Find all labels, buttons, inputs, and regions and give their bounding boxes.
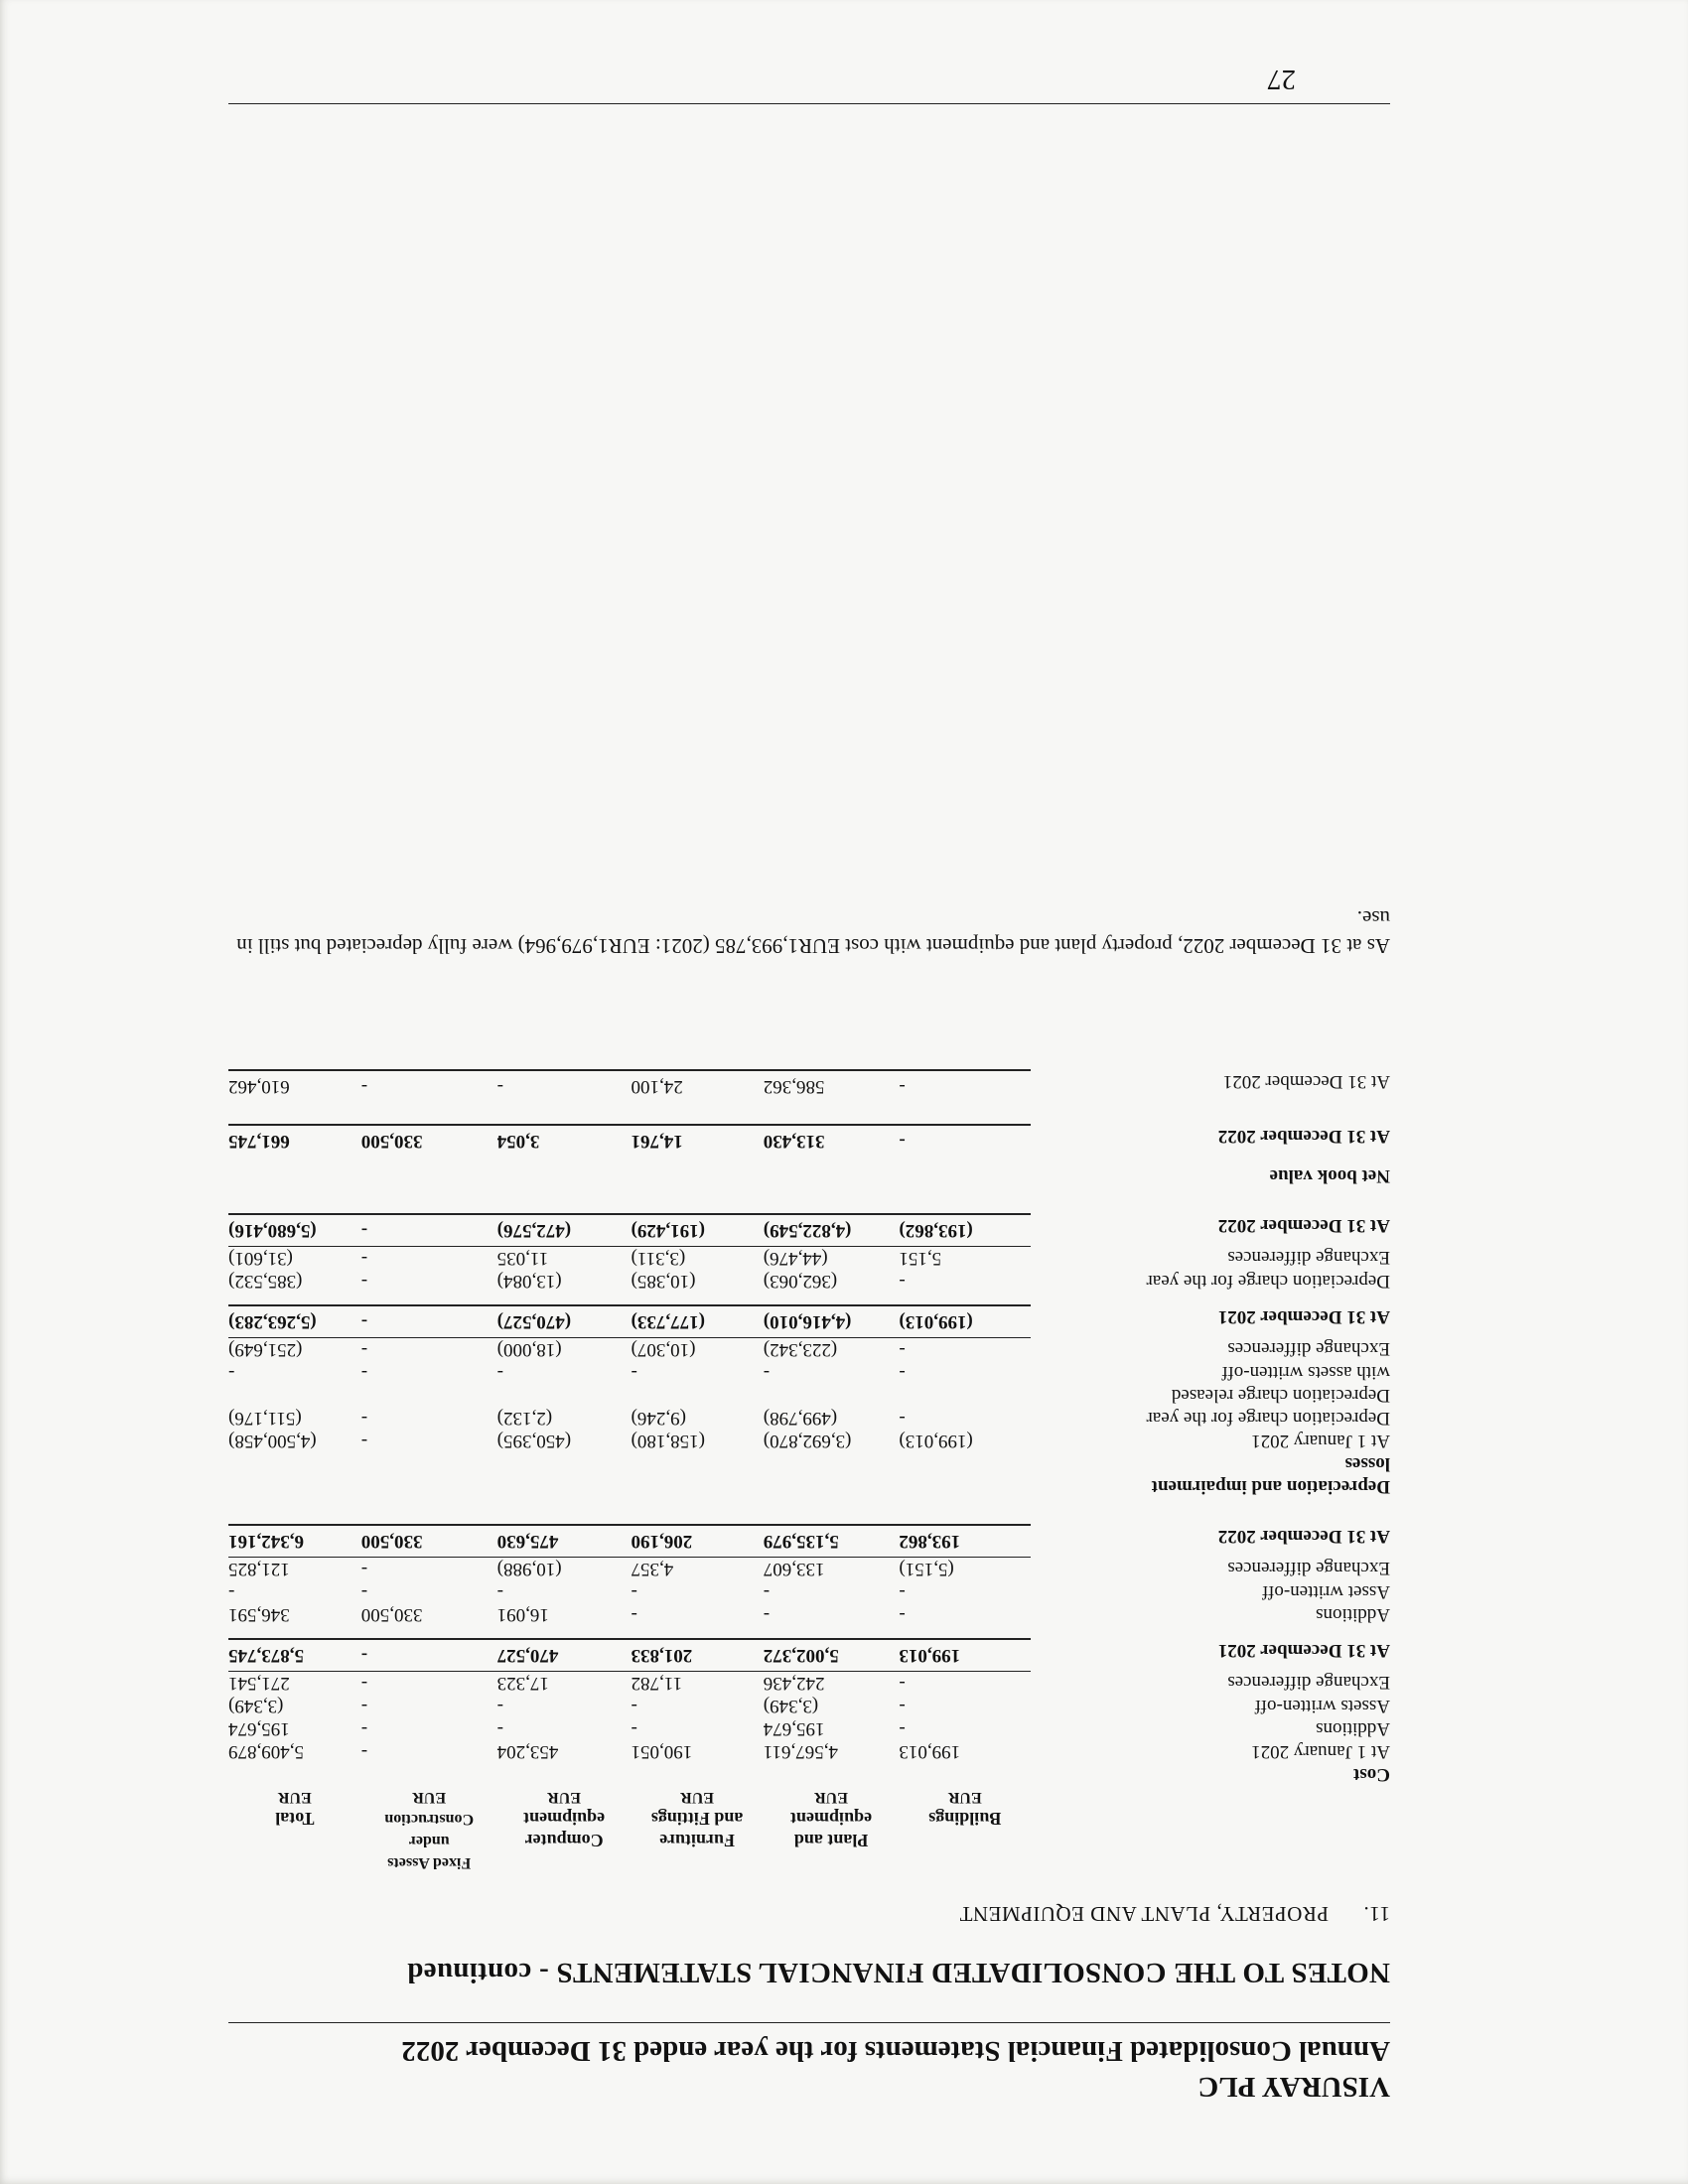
col-header-line: Furniture — [659, 1831, 735, 1850]
spacer-row — [228, 1187, 1390, 1214]
row-value: (2,132) — [496, 1408, 553, 1429]
row-value: (3,349) — [763, 1696, 819, 1716]
row-value: - — [763, 1362, 771, 1383]
header-blank — [1031, 1786, 1390, 1873]
row-label-line: At 31 December 2022 — [1217, 1126, 1390, 1147]
row-value: - — [763, 1604, 771, 1625]
row-label — [1031, 1603, 1390, 1626]
row-label — [1031, 1525, 1390, 1558]
spacer-row — [228, 1498, 1390, 1525]
row-label-line: Exchange differences — [1227, 1672, 1390, 1694]
row-value: 4,357 — [631, 1559, 674, 1579]
spacer-cell — [228, 1626, 1390, 1639]
row-value: 5,873,745 — [228, 1639, 361, 1672]
row-value: (511,176) — [228, 1408, 302, 1429]
row-value: 661,745 — [228, 1125, 361, 1153]
row-value: (191,429) — [632, 1214, 764, 1247]
table-row — [228, 1338, 1390, 1362]
row-value: - — [496, 1696, 503, 1716]
row-value: - — [360, 1718, 368, 1739]
row-value: 330,500 — [361, 1125, 497, 1153]
row-value: 11,782 — [631, 1673, 683, 1694]
fully-depreciated-note: As at 31 December 2022, property plant and equipment with cost EUR1,993,785 (2021: EUR1,979,964) were fully depreciated but still in use. — [236, 906, 1390, 958]
row-value: 121,825 — [228, 1559, 290, 1579]
row-value: 16,091 — [496, 1604, 549, 1625]
row-value: - — [631, 1581, 637, 1602]
row-value: 193,862 — [899, 1525, 1031, 1558]
row-value: - — [360, 1408, 368, 1429]
col-unit: EUR — [814, 1789, 848, 1806]
subtotal-row — [228, 1305, 1390, 1338]
row-value: - — [899, 1581, 906, 1602]
row-label — [1031, 1407, 1390, 1430]
ppe-table — [228, 1069, 1390, 1873]
row-value: - — [360, 1741, 368, 1762]
row-value: 24,100 — [632, 1070, 764, 1098]
subtotal-row — [228, 1639, 1390, 1672]
page-footer — [228, 63, 1390, 104]
row-value: (4,416,010) — [764, 1305, 900, 1338]
row-label-line: Asset written-off — [1262, 1581, 1390, 1602]
row-value: (5,680,416) — [228, 1214, 361, 1247]
row-value: (18,000) — [496, 1339, 562, 1360]
table-row — [228, 1672, 1390, 1696]
row-value: - — [899, 1718, 906, 1739]
row-label — [1031, 1558, 1390, 1581]
spacer-row — [228, 1293, 1390, 1305]
row-value — [764, 1452, 900, 1498]
row-value: 5,151 — [899, 1248, 942, 1269]
row-value: (158,180) — [631, 1431, 705, 1451]
row-label — [1031, 1740, 1390, 1763]
row-value: - — [899, 1604, 906, 1625]
row-value — [228, 1763, 361, 1786]
row-value: (9,246) — [631, 1408, 686, 1429]
row-value: 313,430 — [764, 1125, 900, 1153]
row-value: 5,135,979 — [764, 1525, 900, 1558]
row-value: 199,013 — [899, 1741, 961, 1762]
row-value: 195,674 — [763, 1718, 825, 1739]
row-label — [1031, 1125, 1390, 1153]
col-header-line: Fixed Assets — [387, 1854, 472, 1871]
row-value — [632, 1452, 764, 1498]
row-value: (10,988) — [496, 1559, 562, 1579]
row-value: 190,051 — [631, 1741, 693, 1762]
row-label — [1031, 1672, 1390, 1696]
row-value: (4,822,549) — [764, 1214, 900, 1247]
row-label-line: with assets written-off — [1221, 1362, 1390, 1383]
row-value — [361, 1164, 497, 1187]
row-value: 6,342,161 — [228, 1525, 361, 1558]
row-value: 453,204 — [496, 1741, 559, 1762]
nbv-row — [228, 1125, 1390, 1153]
row-value: (44,476) — [763, 1248, 828, 1269]
footer-rule — [228, 103, 1390, 104]
row-value: (193,862) — [899, 1214, 1031, 1247]
row-value: - — [360, 1431, 368, 1451]
row-value — [497, 1763, 632, 1786]
row-label-line: Exchange differences — [1227, 1247, 1390, 1269]
spacer-cell — [228, 1098, 1390, 1125]
row-label-line: Depreciation and impairment — [1151, 1476, 1390, 1497]
row-value: - — [631, 1696, 637, 1716]
col-header-line: equipment — [523, 1809, 606, 1829]
row-value: - — [228, 1362, 235, 1383]
row-label-line: At 31 December 2022 — [1217, 1215, 1390, 1236]
section-heading-row — [228, 1763, 1390, 1786]
spacer-cell — [228, 1293, 1390, 1305]
row-value — [228, 1164, 361, 1187]
col-header-line: and Fittings — [650, 1809, 744, 1829]
row-value: - — [360, 1248, 368, 1269]
row-value: - — [360, 1559, 368, 1579]
row-value: - — [899, 1673, 906, 1694]
table-row — [228, 1247, 1390, 1271]
row-label-line: Additions — [1316, 1604, 1390, 1625]
col-header-line: Total — [275, 1809, 315, 1829]
table-row — [228, 1361, 1390, 1407]
row-value — [361, 1452, 497, 1498]
spacer-row — [228, 1153, 1390, 1164]
total-row — [228, 1214, 1390, 1247]
row-value: 5,002,372 — [764, 1639, 900, 1672]
row-value: (470,527) — [497, 1305, 632, 1338]
row-value: - — [496, 1718, 503, 1739]
row-label — [1031, 1452, 1390, 1498]
row-value: - — [361, 1639, 497, 1672]
page-number: 27 — [1267, 64, 1296, 95]
row-label-line: At 1 January 2021 — [1251, 1741, 1390, 1762]
row-value: - — [899, 1408, 906, 1429]
row-value — [899, 1763, 1031, 1786]
row-value: - — [899, 1070, 1031, 1098]
row-value: 133,607 — [763, 1559, 825, 1579]
row-label-line: Additions — [1316, 1718, 1390, 1739]
spacer-cell — [228, 1187, 1390, 1214]
row-value: (3,692,870) — [763, 1431, 852, 1451]
row-value: (31,601) — [228, 1248, 293, 1269]
col-header-line: equipment — [790, 1809, 873, 1829]
col-unit: EUR — [277, 1789, 312, 1806]
row-value: 610,462 — [228, 1070, 361, 1098]
table-row — [228, 1580, 1390, 1603]
col-header-computer — [497, 1786, 632, 1873]
row-value: 11,035 — [496, 1248, 549, 1269]
row-label — [1031, 1361, 1390, 1407]
row-value — [899, 1452, 1031, 1498]
table-row — [228, 1695, 1390, 1717]
row-value: - — [899, 1339, 906, 1360]
row-value: 330,500 — [360, 1604, 423, 1625]
row-value — [764, 1164, 900, 1187]
row-value: (362,063) — [763, 1271, 838, 1292]
table-row — [228, 1270, 1390, 1293]
row-value: - — [360, 1673, 368, 1694]
row-value: - — [360, 1581, 368, 1602]
row-value: 475,630 — [497, 1525, 632, 1558]
section-title: PROPERTY, PLANT AND EQUIPMENT — [959, 1902, 1329, 1926]
row-value: (385,532) — [228, 1271, 303, 1292]
row-value: - — [360, 1339, 368, 1360]
row-label-line: Depreciation charge for the year — [1146, 1271, 1390, 1292]
row-label — [1031, 1070, 1390, 1098]
row-value — [497, 1452, 632, 1498]
row-value: - — [631, 1604, 637, 1625]
spacer-cell — [228, 1153, 1390, 1164]
col-unit: EUR — [680, 1789, 715, 1806]
row-value: 242,436 — [763, 1673, 825, 1694]
table-row — [228, 1603, 1390, 1626]
col-header-line: Computer — [524, 1831, 604, 1850]
table-row — [228, 1430, 1390, 1452]
row-value: - — [360, 1696, 368, 1716]
row-label — [1031, 1270, 1390, 1293]
col-header-line: Buildings — [928, 1809, 1002, 1829]
col-unit: EUR — [547, 1789, 581, 1806]
col-header-furniture — [632, 1786, 764, 1873]
row-value: - — [496, 1581, 503, 1602]
total-row — [228, 1525, 1390, 1558]
row-label-line: At 31 December 2021 — [1222, 1071, 1390, 1092]
row-value: (199,013) — [899, 1431, 973, 1451]
col-header-line: under — [408, 1833, 450, 1849]
row-value: 271,541 — [228, 1673, 290, 1694]
row-label — [1031, 1214, 1390, 1247]
row-label — [1031, 1247, 1390, 1271]
row-value: (472,576) — [497, 1214, 632, 1247]
row-value: - — [361, 1214, 497, 1247]
ppe-table-body — [228, 1070, 1390, 1786]
row-value: (199,013) — [899, 1305, 1031, 1338]
row-label-line: Cost — [1353, 1764, 1390, 1785]
col-header-line: Construction — [384, 1811, 475, 1828]
row-value: - — [497, 1070, 632, 1098]
row-label — [1031, 1164, 1390, 1187]
row-value: (5,263,283) — [228, 1305, 361, 1338]
nbv-row — [228, 1070, 1390, 1098]
row-label-line: At 31 December 2021 — [1217, 1640, 1390, 1661]
row-value: (3,349) — [228, 1696, 284, 1716]
row-value: 330,500 — [361, 1525, 497, 1558]
section-number: 11. — [1363, 1902, 1390, 1926]
row-value: 206,190 — [632, 1525, 764, 1558]
row-value: 3,054 — [497, 1125, 632, 1153]
row-value: - — [361, 1070, 497, 1098]
row-value: - — [631, 1362, 637, 1383]
row-value: - — [899, 1271, 906, 1292]
col-unit: EUR — [412, 1789, 447, 1806]
row-value: - — [228, 1581, 235, 1602]
notes-title: NOTES TO THE CONSOLIDATED FINANCIAL STATEMENTS - continued — [407, 1957, 1390, 1988]
report-subtitle: Annual Consolidated Financial Statements for the year ended 31 December 2022 — [401, 2035, 1390, 2067]
row-value: (251,649) — [228, 1339, 303, 1360]
row-value: (4,500,458) — [228, 1431, 317, 1451]
row-label — [1031, 1338, 1390, 1362]
row-label — [1031, 1305, 1390, 1338]
row-value: 195,674 — [228, 1718, 290, 1739]
row-value — [632, 1763, 764, 1786]
row-value: - — [496, 1362, 503, 1383]
col-header-plant — [764, 1786, 900, 1873]
row-value: (450,395) — [496, 1431, 572, 1451]
row-label-line: Exchange differences — [1227, 1558, 1390, 1579]
table-row — [228, 1407, 1390, 1430]
row-value: 4,567,611 — [763, 1741, 839, 1762]
col-header-line: Plant and — [793, 1831, 869, 1850]
row-value: 201,833 — [632, 1639, 764, 1672]
row-value: - — [360, 1362, 368, 1383]
spacer-cell — [228, 1498, 1390, 1525]
row-value: 346,591 — [228, 1604, 290, 1625]
company-name: VISURAY PLC — [1197, 2071, 1390, 2103]
row-value: 5,409,879 — [228, 1741, 304, 1762]
row-value: - — [360, 1271, 368, 1292]
row-label-line: Depreciation charge released — [1171, 1385, 1390, 1406]
col-unit: EUR — [947, 1789, 982, 1806]
col-header-total — [228, 1786, 361, 1873]
row-label-line: losses — [1344, 1453, 1390, 1474]
row-value: (3,311) — [631, 1248, 686, 1269]
row-label-line: At 31 December 2021 — [1217, 1306, 1390, 1327]
table-row — [228, 1717, 1390, 1740]
row-label — [1031, 1763, 1390, 1786]
row-label-line: Net book value — [1269, 1165, 1390, 1186]
page-content — [228, 904, 1390, 2105]
row-value — [899, 1164, 1031, 1187]
row-value: - — [631, 1718, 637, 1739]
row-value — [361, 1763, 497, 1786]
row-value: - — [899, 1696, 906, 1716]
section-heading-row — [228, 1452, 1390, 1498]
row-value: 470,527 — [497, 1639, 632, 1672]
col-header-construction — [361, 1786, 497, 1873]
row-value: 14,761 — [632, 1125, 764, 1153]
row-value: - — [899, 1125, 1031, 1153]
row-value — [228, 1452, 361, 1498]
row-label-line: Exchange differences — [1227, 1338, 1390, 1360]
row-value: (5,151) — [899, 1559, 954, 1579]
row-label-line: Assets written-off — [1254, 1696, 1390, 1716]
row-label — [1031, 1695, 1390, 1717]
table-row — [228, 1740, 1390, 1763]
row-value: 586,362 — [764, 1070, 900, 1098]
row-value: (13,084) — [496, 1271, 562, 1292]
column-header-row — [228, 1786, 1390, 1873]
spacer-row — [228, 1098, 1390, 1125]
row-value: (223,342) — [763, 1339, 838, 1360]
row-label-line: Depreciation charge for the year — [1146, 1408, 1390, 1429]
row-label-line: At 1 January 2021 — [1251, 1431, 1390, 1451]
table-row — [228, 1558, 1390, 1581]
row-value — [632, 1164, 764, 1187]
row-value: 199,013 — [899, 1639, 1031, 1672]
row-label-line: At 31 December 2022 — [1217, 1526, 1390, 1547]
row-value: (499,798) — [763, 1408, 838, 1429]
row-value: (177,733) — [632, 1305, 764, 1338]
spacer-row — [228, 1626, 1390, 1639]
section-heading — [228, 1901, 1390, 1926]
row-value: - — [361, 1305, 497, 1338]
row-value: (10,385) — [631, 1271, 696, 1292]
row-label — [1031, 1717, 1390, 1740]
row-label — [1031, 1639, 1390, 1672]
row-value: - — [763, 1581, 771, 1602]
header-rule — [228, 2022, 1390, 2023]
row-value: - — [899, 1362, 906, 1383]
row-value: 17,323 — [496, 1673, 549, 1694]
row-value — [764, 1763, 900, 1786]
col-header-buildings — [899, 1786, 1031, 1873]
row-label — [1031, 1430, 1390, 1452]
row-label — [1031, 1580, 1390, 1603]
row-value: (10,307) — [631, 1339, 696, 1360]
section-heading-row — [228, 1164, 1390, 1187]
row-value — [497, 1164, 632, 1187]
